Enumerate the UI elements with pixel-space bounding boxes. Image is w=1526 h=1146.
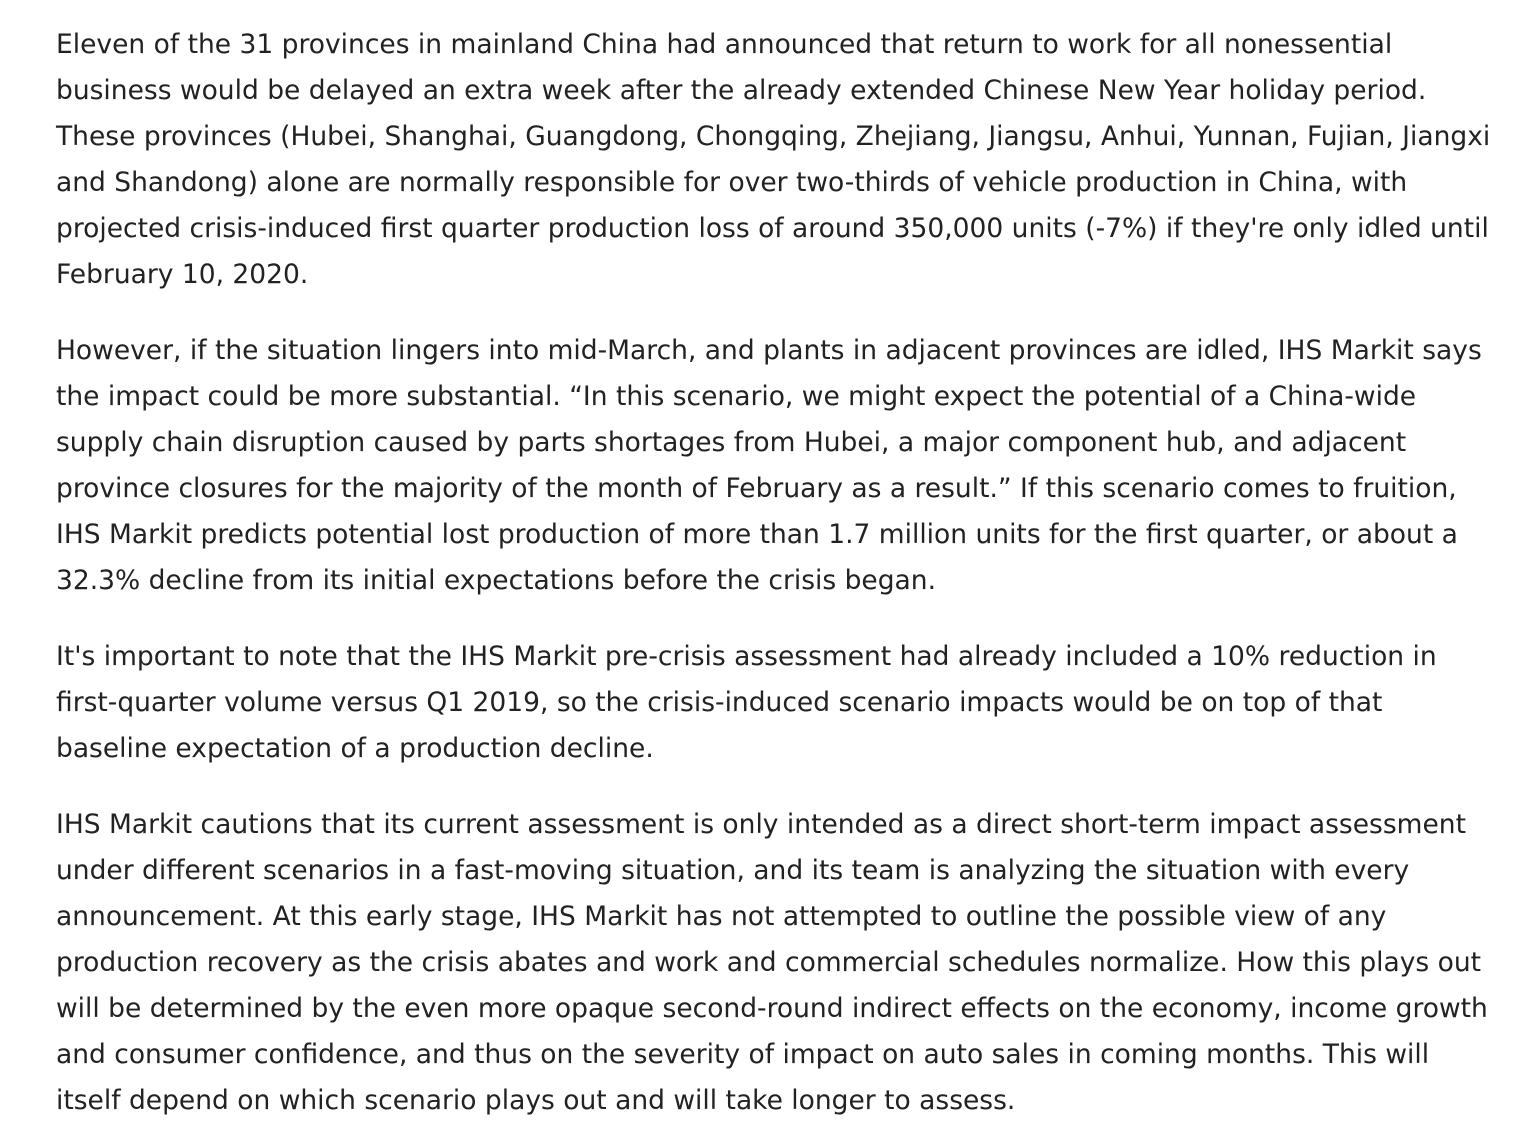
paragraph-cautions: IHS Markit cautions that its current assessment is only intended as a direct short-term impact assessment under different scenarios in a fast-moving situation, and its team is analyzing the situation with every announcement. At this early stage, IHS Markit has not attempted to outline the possible view of any production recovery as the crisis abates and work and commercial schedules normalize. How this plays out will be determined by the even more opaque second-round indirect effects on the economy, income growth and consumer confidence, and thus on the severity of impact on auto sales in coming months. This will itself depend on which scenario plays out and will take longer to assess. bbox=[56, 809, 1488, 1116]
article-body bbox=[56, 22, 1501, 1124]
paragraph-province-delays: Eleven of the 31 provinces in mainland China had announced that return to work for all nonessential business would be delayed an extra week after the already extended Chinese New Year holiday period. These provinces (Hubei, Shanghai, Guangdong, Chongqing, Zhejiang, Jiangsu, Anhui, Yunnan, Fujian, Jiangxi and Shandong) alone are normally responsible for over two-thirds of vehicle production in China, with projected crisis-induced first quarter production loss of around 350,000 units (-7%) if they're only idled until February 10, 2020. bbox=[56, 29, 1491, 290]
paragraph-pre-crisis-assessment: It's important to note that the IHS Markit pre-crisis assessment had already included a 10% reduction in first-quarter volume versus Q1 2019, so the crisis-induced scenario impacts would be on top of that baseline expectation of a production decline. bbox=[56, 641, 1437, 764]
paragraph-mid-march-scenario: However, if the situation lingers into mid-March, and plants in adjacent provinces are idled, IHS Markit says the impact could be more substantial. “In this scenario, we might expect the potential of a China-wide supply chain disruption caused by parts shortages from Hubei, a major component hub, and adjacent province closures for the majority of the month of February as a result.” If this scenario comes to fruition, IHS Markit predicts potential lost production of more than 1.7 million units for the first quarter, or about a 32.3% decline from its initial expectations before the crisis began. bbox=[56, 335, 1482, 596]
